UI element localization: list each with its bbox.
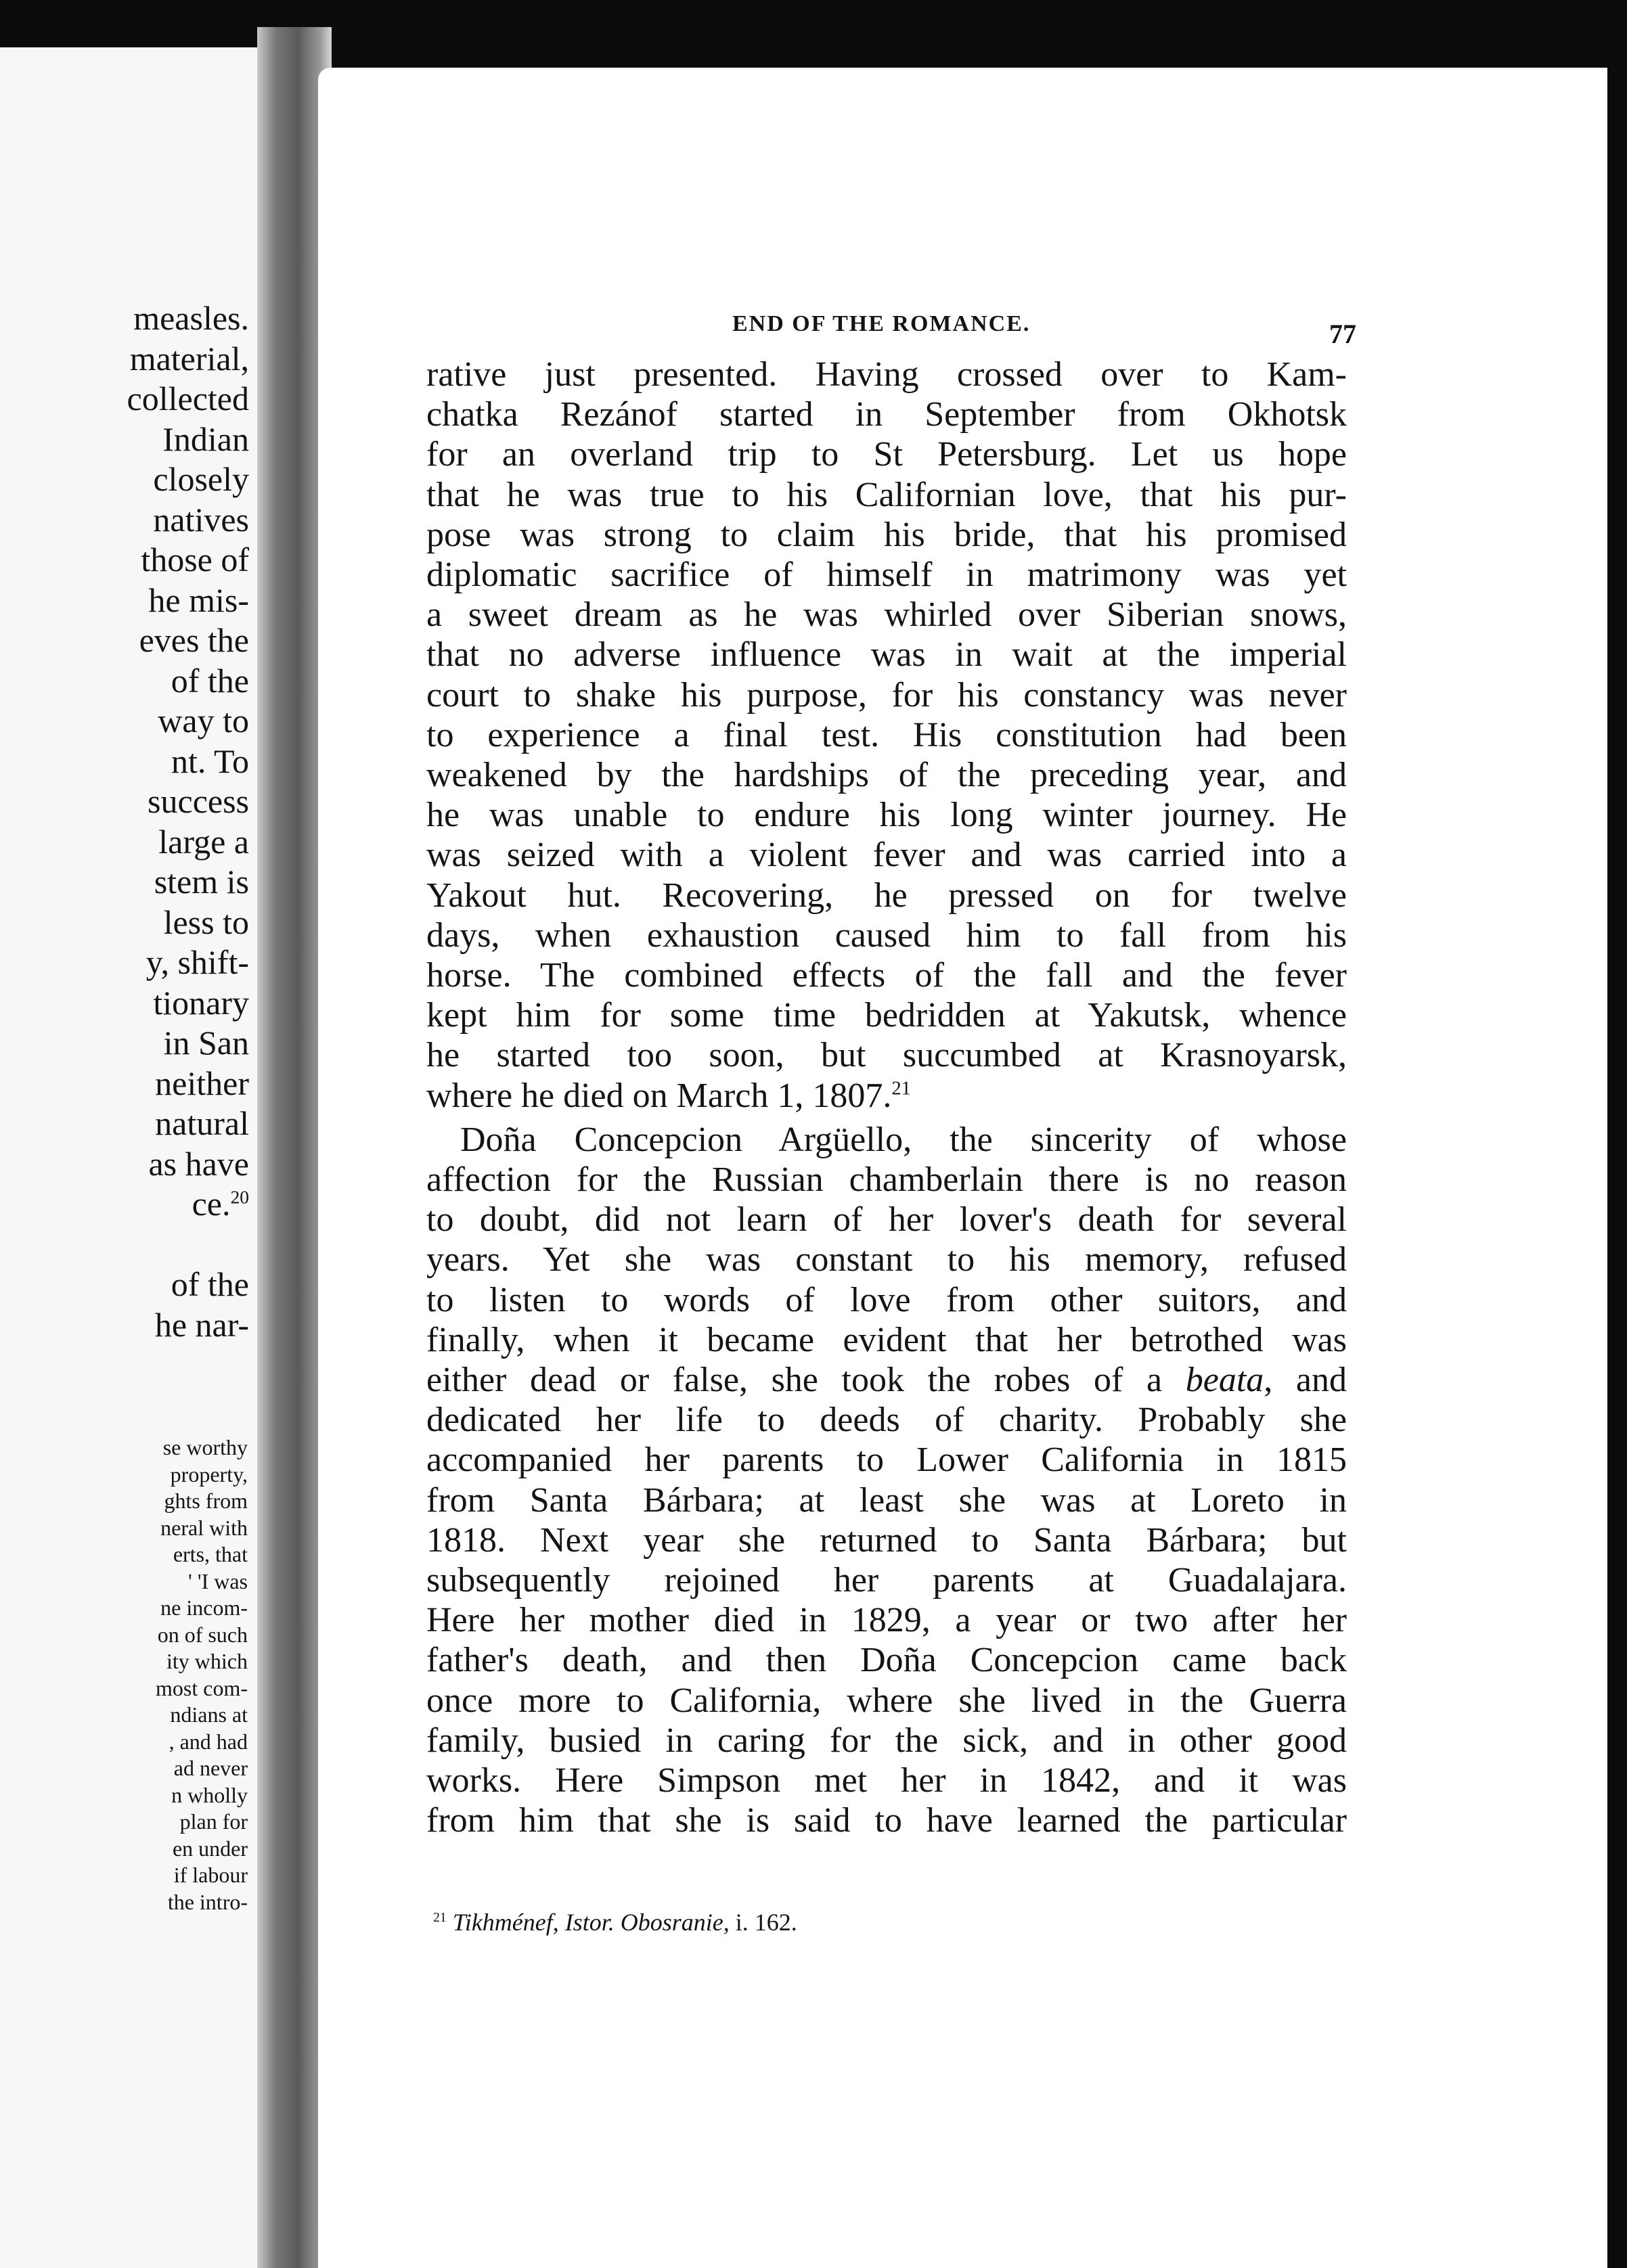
body-line: days, when exhaustion caused him to fall from his xyxy=(426,915,1347,955)
body-line: a sweet dream as he was whirled over Siberian snows, xyxy=(426,595,1347,635)
previous-page-line: ce.$^{20}$ xyxy=(192,1185,249,1223)
body-line: chatka Rezánof started in September from Okhotsk xyxy=(426,395,1347,434)
body-line: he was unable to endure his long winter journey. He xyxy=(426,796,1347,835)
previous-page-line: in San xyxy=(163,1024,249,1062)
previous-page-line: way to xyxy=(158,702,249,740)
previous-page-note-line: erts, that xyxy=(173,1542,248,1566)
footnote-author: Tikhménef, xyxy=(452,1909,559,1936)
previous-page-note-line: ndians at xyxy=(170,1702,248,1727)
previous-page-line: natural xyxy=(155,1104,249,1142)
body-line: weakened by the hardships of the preceding year, and xyxy=(426,756,1347,794)
footnote xyxy=(433,1908,797,1936)
italic-word: beata xyxy=(1185,1361,1264,1399)
previous-page-line: measles. xyxy=(133,299,249,337)
previous-page-line: success xyxy=(148,782,249,820)
body-line: accompanied her parents to Lower California in 1815 xyxy=(426,1441,1347,1480)
previous-page-line: Indian xyxy=(162,419,249,458)
previous-page-line: he nar- xyxy=(154,1305,249,1344)
footnote-work: Istor. Obosranie, xyxy=(564,1909,730,1936)
previous-page-note-line: en under xyxy=(172,1836,248,1861)
body-line: was seized with a violent fever and was carried into a xyxy=(426,836,1347,875)
previous-page-line: those of xyxy=(141,541,249,579)
body-line: finally, when it became evident that her betrothed was xyxy=(426,1320,1347,1359)
body-line: years. Yet she was constant to his memory, refused xyxy=(426,1240,1347,1279)
previous-page-line: nt. To xyxy=(171,742,249,780)
body-line: Doña Concepcion Argüello, the sincerity of whose xyxy=(460,1120,1347,1159)
previous-page-note-line: the intro- xyxy=(167,1889,248,1914)
body-line: works. Here Simpson met her in 1842, and it was xyxy=(426,1761,1347,1800)
previous-page-line: of the xyxy=(171,1265,249,1303)
body-line: 1818. Next year she returned to Santa Bárbara; but xyxy=(426,1520,1347,1560)
body-line: from Santa Bárbara; at least she was at Loreto in xyxy=(426,1480,1347,1520)
previous-page-note-line: ghts from xyxy=(164,1489,248,1513)
previous-page-note-line: most com- xyxy=(156,1675,248,1700)
previous-page-line: he mis- xyxy=(148,581,249,619)
footnote-marker: 21 xyxy=(433,1910,447,1925)
previous-page-line: as have xyxy=(148,1144,249,1183)
previous-page-line: tionary xyxy=(153,983,249,1022)
body-line: where he died on March 1, 1807.21 xyxy=(426,1076,911,1115)
previous-page-line: y, shift- xyxy=(146,943,249,981)
body-line: family, busied in caring for the sick, and in other good xyxy=(426,1721,1347,1760)
previous-page-note-line: ity which xyxy=(166,1649,248,1673)
body-line: for an overland trip to St Petersburg. Let us hope xyxy=(426,435,1347,474)
footnote-ref: 20 xyxy=(230,1186,249,1208)
body-line: either dead or false, she took the robes of a beata, and xyxy=(426,1361,1347,1399)
body-line: to doubt, did not learn of her lover's death for several xyxy=(426,1200,1347,1240)
body-line: to experience a final test. His constitution had been xyxy=(426,715,1347,754)
body-line: dedicated her life to deeds of charity. Probably she xyxy=(426,1401,1347,1440)
previous-page-line: closely xyxy=(153,460,249,498)
previous-page-note-line: se worthy xyxy=(162,1435,248,1459)
previous-page-note-line: , and had xyxy=(169,1729,248,1754)
body-line: subsequently rejoined her parents at Guadalajara. xyxy=(426,1561,1347,1600)
body-line: Here her mother died in 1829, a year or two after her xyxy=(426,1601,1347,1640)
body-line: affection for the Russian chamberlain there is no reason xyxy=(426,1160,1347,1199)
body-line: that no adverse influence was in wait at the imperial xyxy=(426,635,1347,675)
previous-page-note-line: n wholly xyxy=(171,1782,248,1807)
body-line: he started too soon, but succumbed at Krasnoyarsk, xyxy=(426,1036,1347,1075)
previous-page-note-line: if labour xyxy=(173,1863,248,1887)
footnote-citation: i. 162. xyxy=(735,1909,797,1936)
body-line: once more to California, where she lived in the Guerra xyxy=(426,1681,1347,1720)
previous-page-note-line: property, xyxy=(170,1461,248,1487)
body-line: Yakout hut. Recovering, he pressed on for twelve xyxy=(426,876,1347,915)
previous-page-note-line: ad never xyxy=(173,1756,248,1780)
body-line: to listen to words of love from other suitors, and xyxy=(426,1280,1347,1319)
body-line: diplomatic sacrifice of himself in matrimony was yet xyxy=(426,555,1347,594)
footnote-ref: 21 xyxy=(891,1078,911,1099)
body-line: that he was true to his Californian love, that his pur- xyxy=(426,475,1347,514)
body-line: court to shake his purpose, for his constancy was never xyxy=(426,675,1347,715)
previous-page-line: eves the xyxy=(139,621,249,659)
previous-page-note-line: neral with xyxy=(160,1515,248,1540)
body-line: pose was strong to claim his bride, that his promised xyxy=(426,515,1347,554)
previous-page-line: stem is xyxy=(154,863,249,901)
previous-page-note-line: ne incom- xyxy=(160,1595,248,1620)
body-line: father's death, and then Doña Concepcion came back xyxy=(426,1641,1347,1680)
running-head: END OF THE ROMANCE. xyxy=(732,311,1031,336)
previous-page-line: collected xyxy=(127,380,249,417)
previous-page-line: of the xyxy=(171,661,249,700)
page-number: 77 xyxy=(1329,319,1356,349)
body-line: kept him for some time bedridden at Yakutsk, whence xyxy=(426,996,1347,1035)
previous-page-note-line: on of such xyxy=(157,1622,248,1647)
previous-page-line: large a xyxy=(158,822,249,861)
previous-page-note-line: plan for xyxy=(179,1809,248,1834)
body-line: from him that she is said to have learned the particular xyxy=(426,1801,1347,1840)
previous-page-line: material, xyxy=(129,339,249,378)
body-line: horse. The combined effects of the fall and the fever xyxy=(426,956,1347,995)
previous-page-line: neither xyxy=(155,1064,249,1102)
previous-page-note-line: ' 'I was xyxy=(188,1568,248,1593)
previous-page-line: natives xyxy=(153,500,249,539)
previous-page-line: less to xyxy=(163,903,249,941)
body-line: rative just presented. Having crossed over to Kam- xyxy=(426,355,1347,394)
